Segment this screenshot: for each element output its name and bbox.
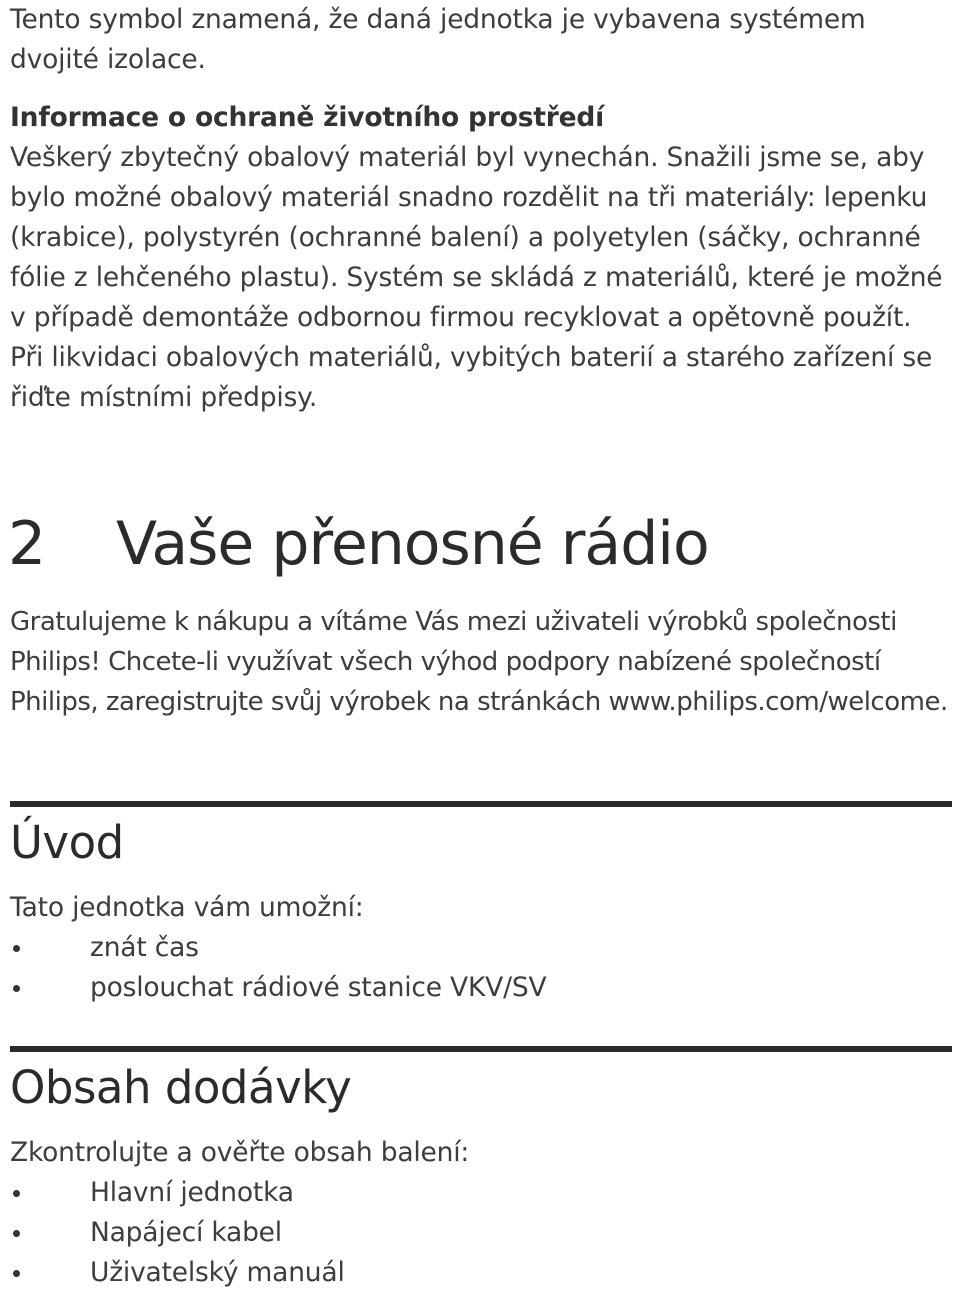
bullet-icon [13,1190,20,1197]
double-insulation-note: Tento symbol znamená, že daná jednotka je vybavena systémem dvojité izolace. [10,4,866,75]
intro-lead: Tato jednotka vám umožní: [10,892,364,923]
section-divider [10,801,952,807]
contents-section-title: Obsah dodávky [10,1061,352,1114]
list-item: Hlavní jednotka [10,1173,345,1213]
chapter-title [8,506,709,582]
environment-heading: Informace o ochraně životního prostředí [10,102,605,133]
contents-list [10,1173,345,1293]
bullet-icon [13,985,20,992]
environment-paragraph: Veškerý zbytečný obalový materiál byl vynechán. Snažili jsme se, aby bylo možné obalový materiál snadno rozdělit na tři materiály: lepenku (krabice), polystyrén (ochranné balení) a polyetylen (sáčky, ochranné fólie z lehčeného plastu). Systém se skládá z materiálů, které je možné v případě demontáže odbornou firmou recyklovat a opětovně použít. Při likvidaci obalových materiálů, vybitých baterií a starého zařízení se řiďte místními předpisy. [10,142,943,413]
section-divider [10,1046,952,1052]
list-item: poslouchat rádiové stanice VKV/SV [10,968,546,1008]
chapter-title-text: Vaše přenosné rádio [116,509,709,579]
bullet-icon [13,1270,20,1277]
bullet-icon [13,1230,20,1237]
list-item: Uživatelský manuál [10,1253,345,1293]
chapter-number: 2 [8,509,46,579]
bullet-icon [13,945,20,952]
list-item: Napájecí kabel [10,1213,345,1253]
intro-section-title: Úvod [10,816,124,869]
contents-lead: Zkontrolujte a ověřte obsah balení: [10,1137,470,1168]
list-item: znát čas [10,928,546,968]
intro-features-list [10,928,546,1008]
welcome-paragraph: Gratulujeme k nákupu a vítáme Vás mezi uživateli výrobků společnosti Philips! Chcete-li využívat všech výhod podpory nabízené společností Philips, zaregistrujte svůj výrobek na stránkách www.philips.com/welcome. [10,607,948,717]
